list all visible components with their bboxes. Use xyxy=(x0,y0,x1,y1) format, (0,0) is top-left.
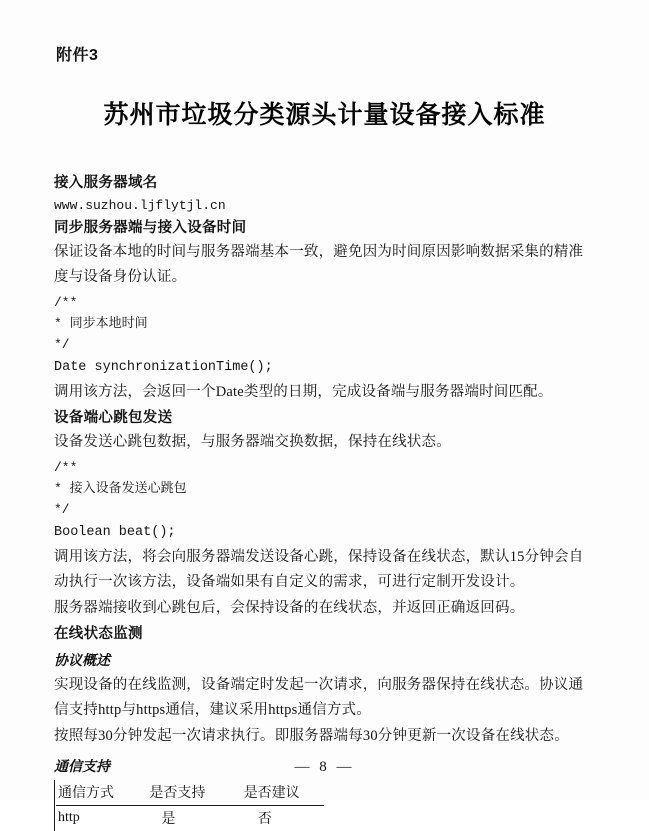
column-header-method: 通信方式 xyxy=(56,780,135,806)
communication-support-table xyxy=(56,780,324,831)
comment-text: * 同步本地时间 xyxy=(54,313,595,334)
table-header xyxy=(56,780,324,806)
heartbeat-paragraph-1: 设备发送心跳包数据，与服务器端交换数据，保持在线状态。 xyxy=(54,430,595,455)
heartbeat-paragraph-2: 调用该方法，将会向服务器端发送设备心跳，保持设备在线状态，默认15分钟会自动执行一次该方法，设备端如果有自定义的需求，可进行定制开发设计。 xyxy=(54,545,595,595)
attachment-label: 附件3 xyxy=(56,42,597,65)
subheading-communication-support: 通信支持 xyxy=(54,756,595,776)
communication-table-wrapper xyxy=(54,780,595,831)
document-body xyxy=(54,171,595,831)
comment-close: */ xyxy=(54,334,595,355)
table-header-row xyxy=(56,780,324,806)
subheading-protocol-overview: 协议概述 xyxy=(54,650,595,670)
table-row xyxy=(56,806,324,831)
online-monitor-paragraph-2: 按照每30分钟发起一次请求执行。即服务器端每30分钟更新一次设备在线状态。 xyxy=(54,724,595,749)
time-sync-paragraph-2: 调用该方法，会返回一个Date类型的日期，完成设备端与服务器端时间匹配。 xyxy=(54,380,595,405)
comment-open: /** xyxy=(54,457,595,478)
section-heading-time-sync: 同步服务器端与接入设备时间 xyxy=(54,216,595,237)
heartbeat-comment-block xyxy=(54,457,595,520)
section-heading-domain: 接入服务器域名 xyxy=(54,171,595,192)
time-sync-paragraph-1: 保证设备本地的时间与服务器端基本一致，避免因为时间原因影响数据采集的精准度与设备身份认证。 xyxy=(54,240,595,290)
code-synchronization-time: Date synchronizationTime(); xyxy=(54,357,595,379)
cell-recommended: 否 xyxy=(230,806,324,831)
column-header-supported: 是否支持 xyxy=(135,780,229,806)
column-header-recommended: 是否建议 xyxy=(230,780,324,806)
comment-text: * 接入设备发送心跳包 xyxy=(54,478,595,499)
time-sync-comment-block xyxy=(54,292,595,355)
online-monitor-paragraph-1: 实现设备的在线监测，设备端定时发起一次请求，向服务器保持在线状态。协议通信支持http与https通信，建议采用https通信方式。 xyxy=(54,673,595,723)
section-heading-heartbeat: 设备端心跳包发送 xyxy=(54,406,595,427)
comment-close: */ xyxy=(54,499,595,520)
heartbeat-paragraph-3: 服务器端接收到心跳包后，会保持设备的在线状态，并返回正确返回码。 xyxy=(54,596,595,621)
table-body xyxy=(56,806,324,831)
comment-open: /** xyxy=(54,292,595,313)
code-boolean-beat: Boolean beat(); xyxy=(54,522,595,544)
page-title: 苏州市垃圾分类源头计量设备接入标准 xyxy=(52,95,597,131)
server-domain-value: www.suzhou.ljflytjl.cn xyxy=(54,195,595,216)
cell-supported: 是 xyxy=(135,806,229,831)
section-heading-online-monitor: 在线状态监测 xyxy=(54,622,595,643)
cell-method: http xyxy=(56,806,135,831)
page-number-footer: — 8 — xyxy=(0,759,649,776)
